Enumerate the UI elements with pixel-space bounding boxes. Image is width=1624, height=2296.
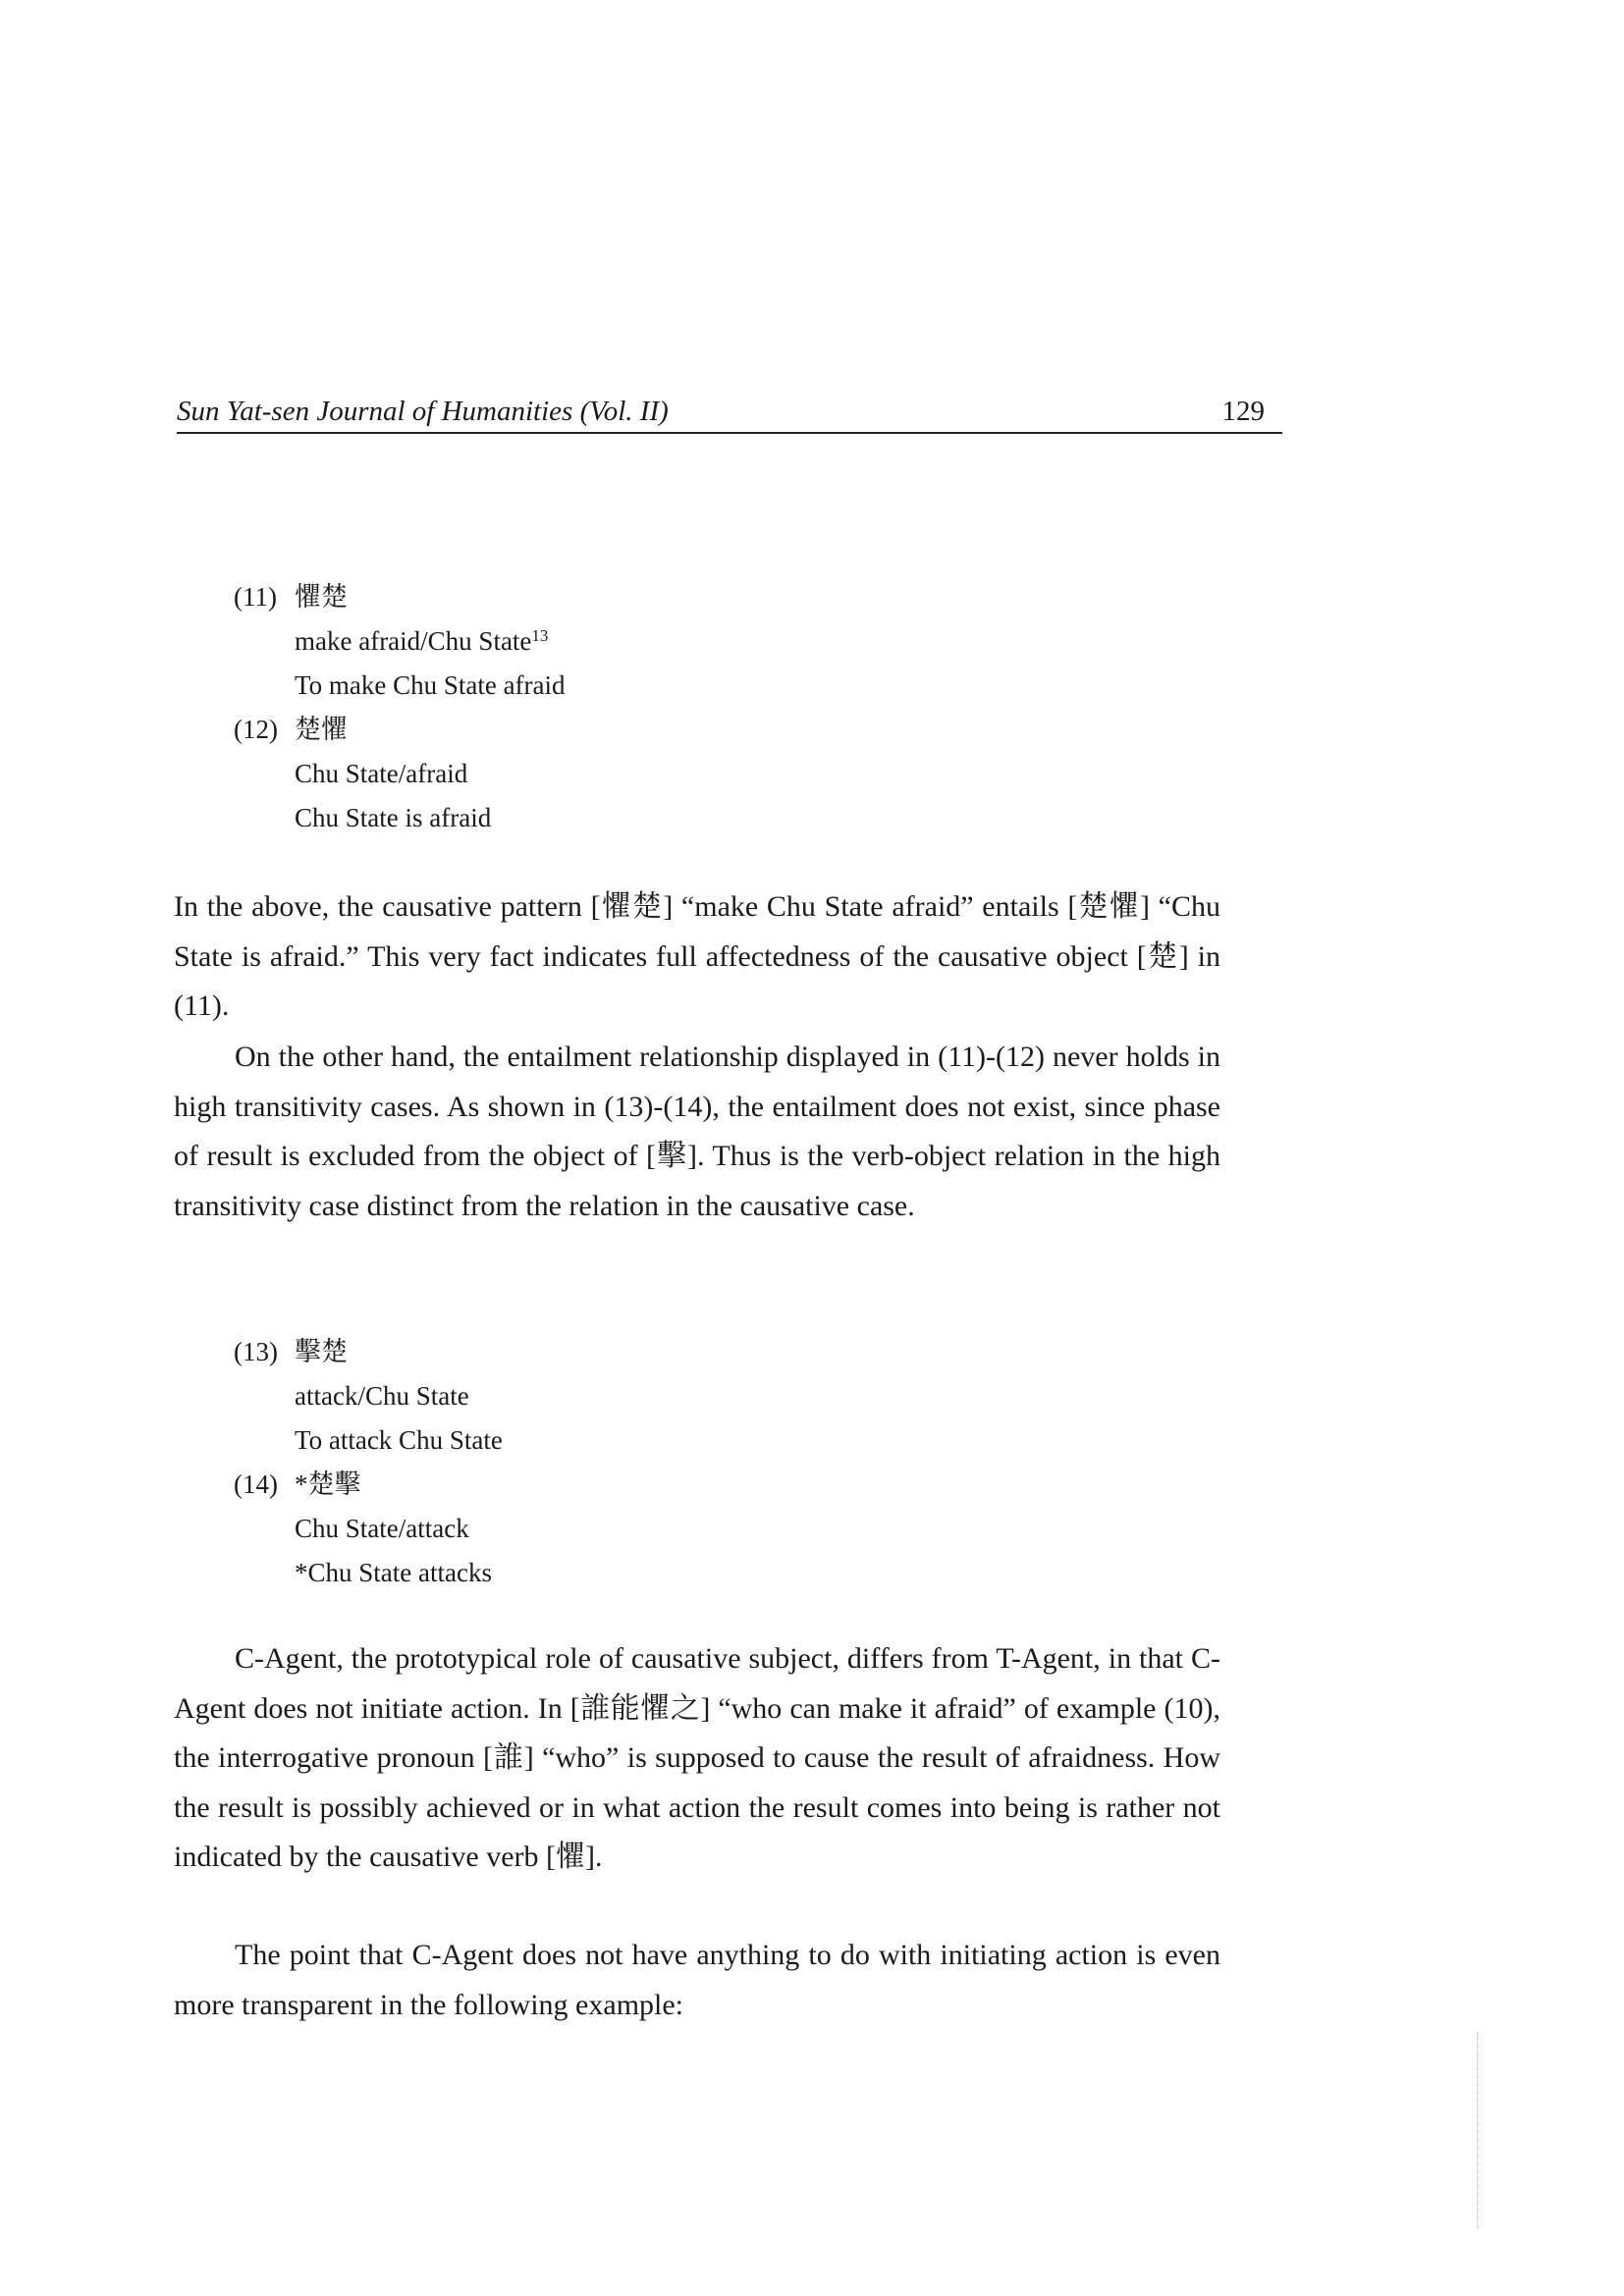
example-translation: Chu State is afraid — [295, 803, 492, 832]
footnote-marker: 13 — [531, 626, 549, 645]
example-number: (11) — [234, 582, 277, 612]
example-chinese: 楚懼 — [295, 715, 348, 744]
example-block-11-12 — [234, 575, 566, 840]
example-block-13-14 — [234, 1330, 503, 1595]
example-chinese: *楚擊 — [295, 1469, 361, 1499]
example-heading — [234, 708, 566, 752]
example-chinese: 擊楚 — [295, 1337, 348, 1366]
example-number: (14) — [234, 1469, 278, 1499]
journal-title: Sun Yat-sen Journal of Humanities (Vol. II) — [177, 396, 669, 427]
body-paragraph: In the above, the causative pattern [懼楚] “make Chu State afraid” entails [楚懼] “Chu State is afraid.” This very fact indicates full affectedness of the causative object [楚] in (11). — [174, 890, 1220, 1022]
running-header — [177, 393, 1282, 434]
body-paragraph: C-Agent, the prototypical role of causative subject, differs from T-Agent, in that C-Agent does not initiate action. In [誰能懼之] “who can make it afraid” of example (10), the interrogative pronoun [誰] “who” is supposed to cause the result of afraidness. How the result is possibly achieved or in what action the result comes into being is rather not indicated by the causative verb [懼]. — [174, 1642, 1220, 1873]
body-paragraph: The point that C-Agent does not have anything to do with initiating action is even more transparent in the following example: — [174, 1939, 1220, 2021]
example-heading — [234, 575, 566, 619]
example-heading — [234, 1330, 503, 1374]
example-heading — [234, 1463, 503, 1507]
example-translation: To attack Chu State — [295, 1425, 503, 1455]
example-number: (13) — [234, 1337, 278, 1366]
scan-edge-mark — [1477, 2032, 1479, 2228]
example-translation: *Chu State attacks — [295, 1558, 492, 1587]
gloss-text: make afraid/Chu State — [295, 626, 532, 656]
example-gloss: Chu State/afraid — [295, 759, 468, 788]
page-number: 129 — [1221, 396, 1265, 427]
body-paragraph: On the other hand, the entailment relationship displayed in (11)-(12) never holds in high transitivity cases. As shown in (13)-(14), the entailment does not exist, since phase of result is excluded from the object of [擊]. Thus is the verb-object relation in the high transitivity case distinct from the relation in the causative case. — [174, 1041, 1220, 1222]
example-translation: To make Chu State afraid — [295, 670, 566, 700]
example-gloss: Chu State/attack — [295, 1514, 469, 1543]
example-gloss: attack/Chu State — [295, 1381, 469, 1411]
example-chinese: 懼楚 — [295, 582, 348, 612]
example-gloss — [234, 619, 566, 664]
example-number: (12) — [234, 715, 278, 744]
